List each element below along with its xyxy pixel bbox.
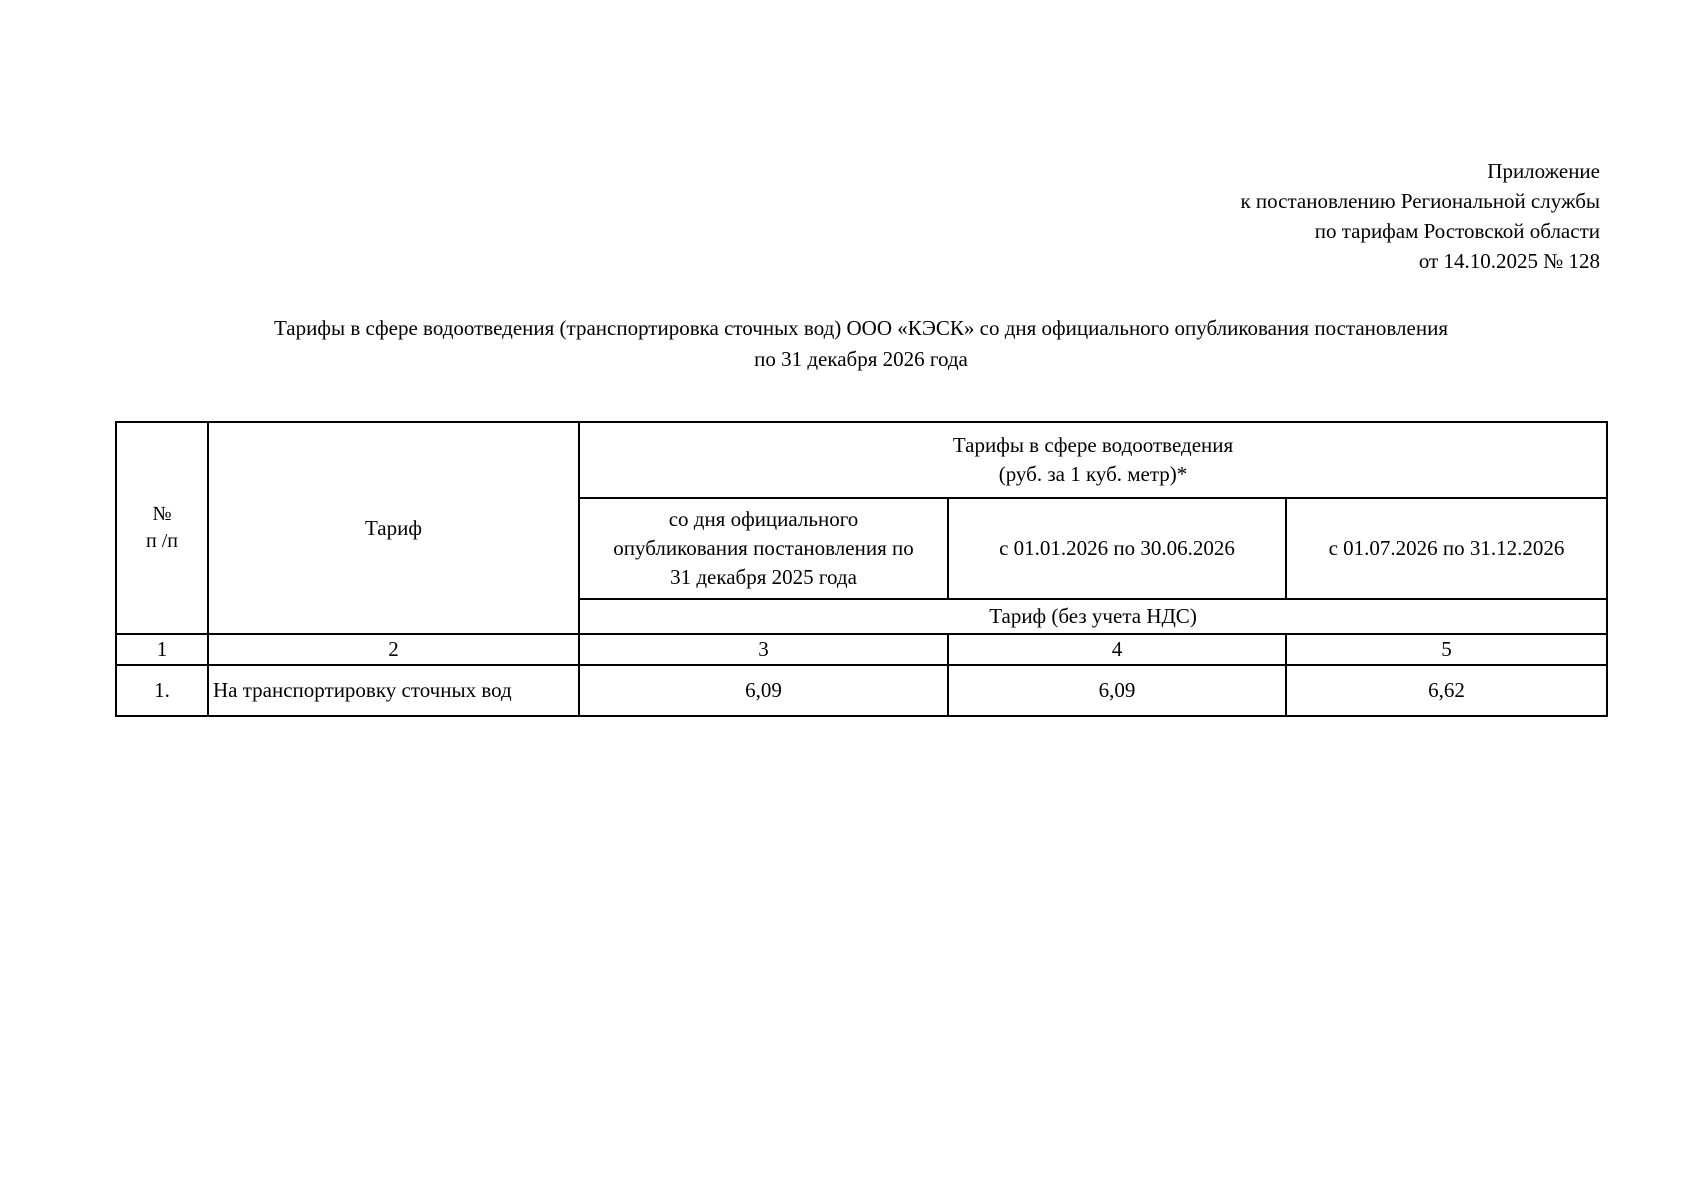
tariff-table — [115, 421, 1608, 717]
header-number-cell — [116, 422, 208, 634]
column-number-4: 4 — [948, 634, 1286, 665]
table-row — [116, 665, 1607, 716]
column-number-1: 1 — [116, 634, 208, 665]
column-number-3: 3 — [579, 634, 948, 665]
header-tariff-cell: Тариф — [208, 422, 579, 634]
row-index-cell: 1. — [116, 665, 208, 716]
header-group-line-2: (руб. за 1 куб. метр)* — [998, 462, 1188, 486]
column-number-row — [116, 634, 1607, 665]
row-value-1-cell: 6,09 — [579, 665, 948, 716]
document-title-line-2: по 31 декабря 2026 года — [754, 347, 968, 371]
header-period-1-line-2: опубликования постановления по — [613, 536, 914, 560]
header-number-sign: № — [152, 503, 172, 525]
document-title — [0, 313, 1698, 375]
appendix-line-4: от 14.10.2025 № 128 — [1418, 249, 1600, 273]
appendix-line-1: Приложение — [1487, 159, 1600, 183]
header-number-sub: п /п — [146, 530, 178, 552]
row-value-3-cell: 6,62 — [1286, 665, 1607, 716]
row-name-cell: На транспортировку сточных вод — [208, 665, 579, 716]
row-value-2-cell: 6,09 — [948, 665, 1286, 716]
appendix-line-2: к постановлению Региональной службы — [1240, 189, 1600, 213]
header-group-cell — [579, 422, 1607, 498]
appendix-line-3: по тарифам Ростовской области — [1314, 219, 1600, 243]
header-period-3-cell: с 01.07.2026 по 31.12.2026 — [1286, 498, 1607, 599]
header-row-group — [116, 422, 1607, 498]
document-title-line-1: Тарифы в сфере водоотведения (транспортировка сточных вод) ООО «КЭСК» со дня официального опубликования постановления — [273, 316, 1448, 340]
header-period-1-cell — [579, 498, 948, 599]
appendix-block — [1240, 156, 1600, 276]
column-number-2: 2 — [208, 634, 579, 665]
header-vat-note-cell: Тариф (без учета НДС) — [579, 599, 1607, 634]
header-period-2-cell: с 01.01.2026 по 30.06.2026 — [948, 498, 1286, 599]
header-period-1-line-1: со дня официального — [668, 507, 859, 531]
header-period-1-line-3: 31 декабря 2025 года — [670, 565, 857, 589]
header-group-line-1: Тарифы в сфере водоотведения — [952, 433, 1234, 457]
column-number-5: 5 — [1286, 634, 1607, 665]
